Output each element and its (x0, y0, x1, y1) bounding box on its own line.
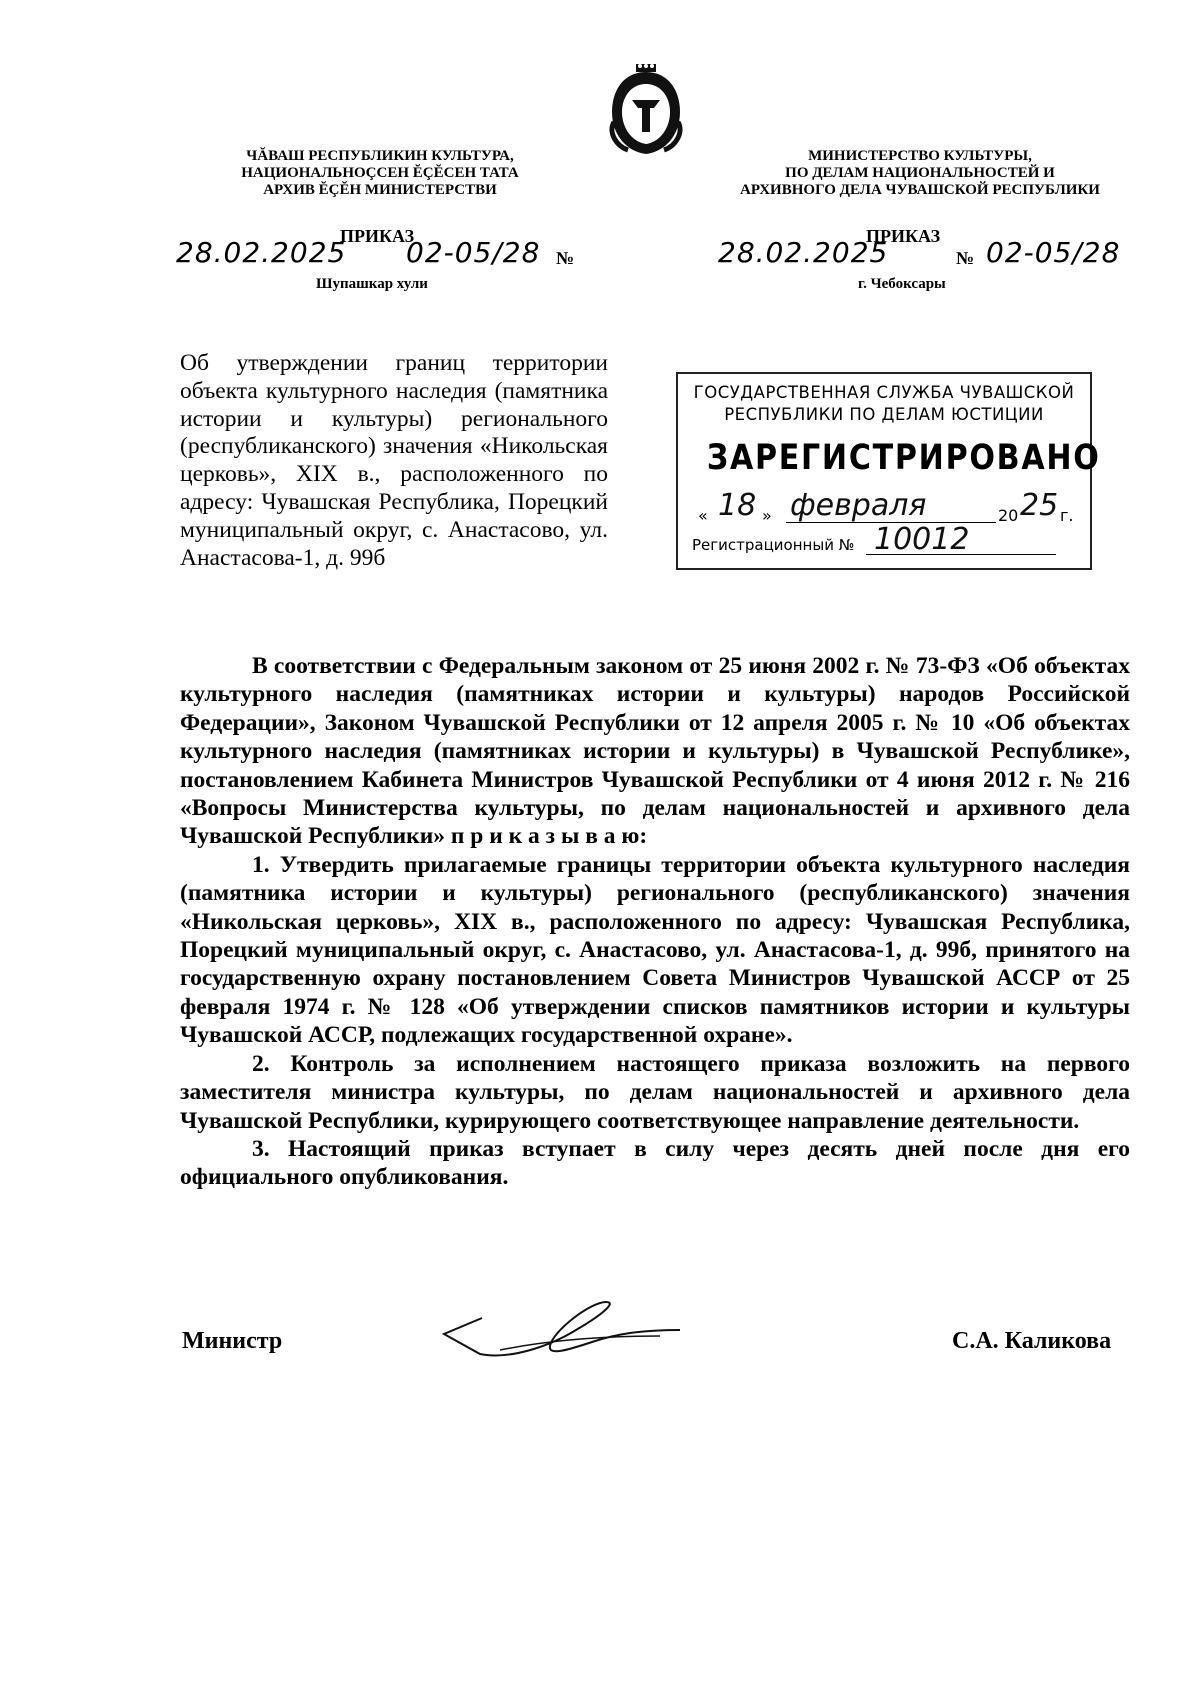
order-number-right: 02-05/28 (986, 236, 1121, 269)
city-left: Шупашкар хули (316, 276, 428, 292)
number-sign-right: № (956, 248, 975, 268)
header-right (700, 148, 1140, 199)
stamp-line-1: ГОСУДАРСТВЕННАЯ СЛУЖБА ЧУВАШСКОЙ (693, 383, 1075, 402)
stamp-open-quote: « (698, 506, 708, 525)
stamp-month: февраля (790, 488, 927, 523)
city-right: г. Чебоксары (858, 276, 946, 292)
order-title-left: ПРИКАЗ (340, 226, 415, 246)
stamp-reg-row (692, 536, 854, 554)
handwritten-signature (440, 1296, 700, 1376)
stamp-reg-number: 10012 (874, 522, 970, 557)
header-right-line: ПО ДЕЛАМ НАЦИОНАЛЬНОСТЕЙ И (785, 165, 1055, 181)
registration-stamp (676, 372, 1101, 570)
body-paragraph: 3. Настоящий приказ вступает в силу через десять дней после дня его официального опубликования. (180, 1135, 1130, 1191)
stamp-day: 18 (718, 488, 757, 523)
signatory-position: Министр (182, 1328, 283, 1354)
header-right-line: АРХИВНОГО ДЕЛА ЧУВАШСКОЙ РЕСПУБЛИКИ (740, 182, 1100, 198)
header-left-line: ЧĂВАШ РЕСПУБЛИКИН КУЛЬТУРА, (246, 148, 514, 164)
header-right-line: МИНИСТЕРСТВО КУЛЬТУРЫ, (808, 148, 1032, 164)
number-sign-left: № (556, 248, 575, 268)
body-paragraph: 2. Контроль за исполнением настоящего приказа возложить на первого заместителя министра культуры, по делам национальностей и архивного дела Чувашской Республики, курирующего соответствующее направление деятельности. (180, 1050, 1130, 1134)
stamp-reg-label: Регистрационный № (692, 536, 855, 554)
order-title-right: ПРИКАЗ (866, 226, 941, 246)
signatory-name: С.А. Каликова (952, 1328, 1112, 1354)
document-body (180, 652, 1130, 1192)
stamp-year-suffix: 25 (1020, 488, 1059, 523)
header-left-line: АРХИВ ĔÇĔН МИНИСТЕРСТВИ (263, 182, 497, 198)
coat-of-arms-emblem (604, 62, 688, 158)
stamp-reg-underline (866, 554, 1056, 555)
body-paragraph: В соответствии с Федеральным законом от 25 июня 2002 г. № 73-ФЗ «Об объектах культурного наследия (памятниках истории и культуры) народов Российской Федерации», Законом Чувашской Республики от 12 апреля 2005 г. № 10 «Об объектах культурного наследия (памятниках истории и культуры) в Чувашской Республике», постановлением Кабинета Министров Чувашской Республики от 4 июня 2012 г. № 216 «Вопросы Министерства культуры, по делам национальностей и архивного дела Чувашской Республики» п р и к а з ы в а ю: (180, 653, 1130, 850)
stamp-year-unit: г. (1060, 506, 1074, 525)
body-paragraph: 1. Утвердить прилагаемые границы территории объекта культурного наследия (памятника истории и культуры) регионального (республиканского) значения «Никольская церковь», XIX в., расположенного по адресу: Чувашская Республика, Порецкий муниципальный округ, с. Анастасово, ул. Анастасова-1, д. 99б, принятого на государственную охрану постановлением Совета Министров Чувашской АССР от 25 февраля 1974 г. № 128 «Об утверждении списков памятников истории и культуры Чувашской АССР, подлежащих государственной охране». (180, 851, 1130, 1049)
header-left-line: НАЦИОНАЛЬНОÇСЕН ĔÇĔСЕН ТАТА (241, 165, 519, 181)
stamp-year-prefix: 20 (998, 506, 1019, 525)
document-subject: Об утверждении границ территории объекта культурного наследия (памятника истории и культуры) регионального (республиканского) значения «Никольская церковь», XIX в., расположенного по адресу: Чувашская Республика, Порецкий муниципальный округ, с. Анастасово, ул. Анастасова-1, д. 99б (180, 350, 608, 571)
order-date-left: 28.02.2025 (176, 236, 347, 269)
stamp-line-2: РЕСПУБЛИКИ ПО ДЕЛАМ ЮСТИЦИИ (724, 405, 1044, 424)
order-date-right: 28.02.2025 (718, 236, 889, 269)
stamp-close-quote: » (762, 506, 772, 525)
stamp-status: ЗАРЕГИСТРИРОВАНО (706, 438, 1101, 478)
order-number-left: 02-05/28 (406, 236, 541, 269)
header-left (200, 148, 560, 199)
